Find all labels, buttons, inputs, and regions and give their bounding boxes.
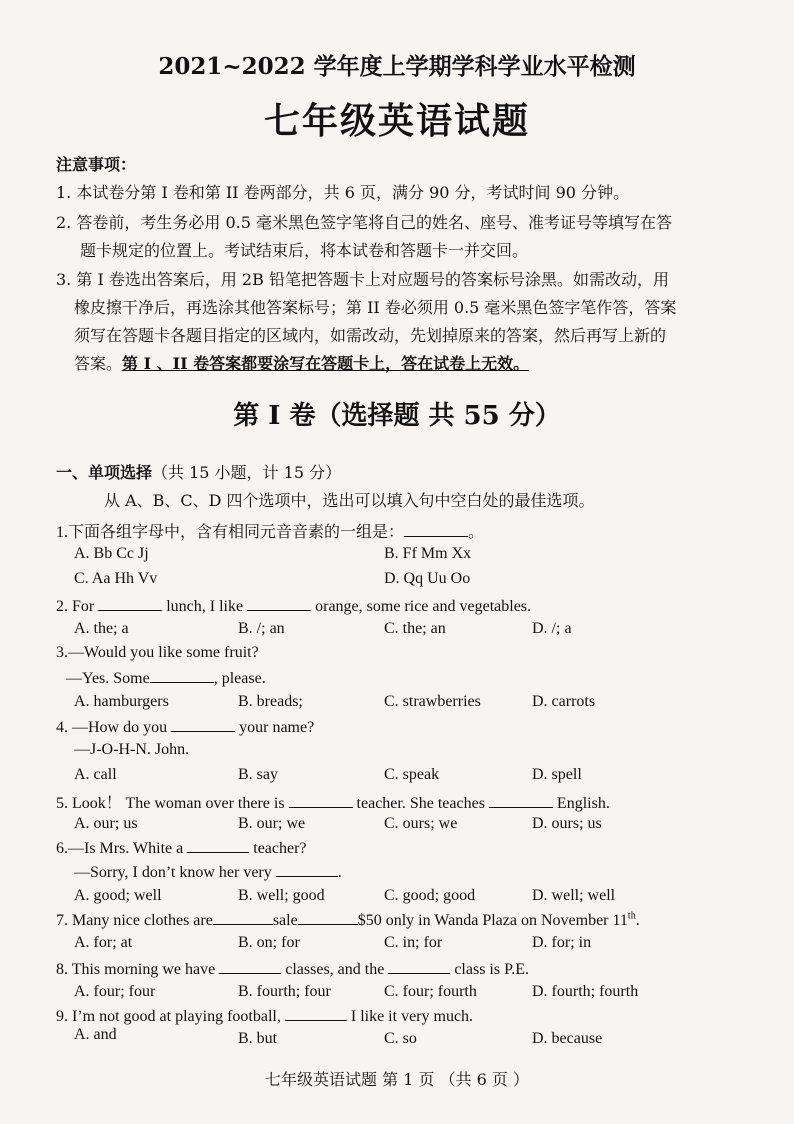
answer-blank [388, 959, 450, 974]
notice-item-2-line-2: 题卡规定的位置上。考试结束后，将本试卷和答题卡一并交回。 [80, 241, 529, 260]
question-response [66, 668, 266, 688]
answer-blank [219, 959, 281, 974]
answer-blank [276, 862, 338, 877]
question-text: 4. —How do you [56, 719, 168, 736]
answer-blank [98, 596, 162, 611]
answer-blank [289, 793, 353, 808]
option-c: C. in; for [384, 934, 443, 951]
option-b: B. /; an [238, 620, 285, 637]
answer-blank [298, 910, 358, 925]
option-b: B. but [238, 1030, 278, 1047]
answer-blank [285, 1006, 347, 1021]
question-text: class is P.E. [454, 961, 529, 978]
answer-blank [187, 838, 249, 853]
question-stem: 3.—Would you like some fruit? [56, 644, 259, 661]
question-text: 。 [468, 524, 485, 541]
question-text: classes, and the [285, 961, 385, 978]
question-stem [56, 910, 640, 930]
option-a: A. four; four [74, 983, 156, 1000]
question-text: 9. I’m not good at playing football, [56, 1008, 281, 1025]
question-text: teacher. She teaches [356, 795, 485, 812]
page-footer: 七年级英语试题 第 1 页 （共 6 页 ） [265, 1070, 529, 1089]
notice-item-3-line-4 [74, 351, 529, 374]
question-text: . [635, 912, 640, 929]
part-title: 第 I 卷（选择题 共 55 分） [233, 401, 561, 431]
section-meta: （共 15 小题，计 15 分） [152, 463, 342, 482]
question-text: $50 only in Wanda Plaza on November 11 [357, 912, 628, 929]
question-text: orange, some rice and vegetables. [315, 598, 532, 615]
option-d: D. fourth; fourth [532, 983, 639, 1000]
question-response [74, 862, 342, 882]
option-a: A. Bb Cc Jj [74, 545, 149, 562]
question-text: 8. This morning we have [56, 961, 216, 978]
option-c: C. ours; we [384, 815, 458, 832]
ordinal-suffix: th [627, 910, 636, 922]
option-a: A. the; a [74, 620, 129, 637]
question-stem [56, 790, 610, 813]
question-text: 5. Look！ The woman over there is [56, 795, 285, 812]
option-d: D. well; well [532, 887, 616, 904]
option-d: D. /; a [532, 620, 572, 637]
answer-blank [489, 793, 553, 808]
question-text: 6.—Is Mrs. White a [56, 840, 184, 857]
option-d: D. carrots [532, 693, 596, 710]
question-text: 1.下面各组字母中，含有相同元音音素的一组是： [56, 524, 405, 541]
option-b: B. our; we [238, 815, 306, 832]
question-stem [56, 519, 484, 542]
notice-warning: 第 I 、II 卷答案都要涂写在答题卡上，答在试卷上无效。 [122, 354, 530, 373]
question-text: your name? [239, 719, 315, 736]
option-c: C. strawberries [384, 693, 481, 710]
question-stem [56, 838, 307, 858]
option-d: D. spell [532, 766, 582, 783]
option-b: B. on; for [238, 934, 300, 951]
notice-item-3-line-3: 须写在答题卡各题目指定的区域内，如需改动，先划掉原来的答案，然后再写上新的 [74, 326, 667, 345]
subject-title: 七年级英语试题 [263, 100, 530, 142]
option-a: A. and [74, 1026, 117, 1043]
option-c: C. good; good [384, 887, 476, 904]
option-c: C. Aa Hh Vv [74, 570, 158, 587]
option-c: C. speak [384, 766, 440, 783]
answer-blank [150, 668, 214, 683]
section-title: 一、单项选择 [56, 463, 153, 482]
option-b: B. breads; [238, 693, 303, 710]
question-text: sale [272, 912, 298, 929]
answer-blank [404, 522, 468, 537]
notice-item-3-line-2: 橡皮擦干净后，再选涂其他答案标号；第 II 卷必须用 0.5 毫米黑色签字笔作答，答案 [74, 298, 677, 317]
option-d: D. for; in [532, 934, 592, 951]
question-text: . [337, 864, 342, 881]
option-a: A. hamburgers [74, 693, 169, 710]
option-c: C. the; an [384, 620, 446, 637]
option-b: B. fourth; four [238, 983, 331, 1000]
option-b: B. Ff Mm Xx [384, 545, 472, 562]
option-a: A. good; well [74, 887, 162, 904]
notice-heading: 注意事项： [56, 155, 137, 174]
question-text: I like it very much. [350, 1008, 474, 1025]
question-text: —Yes. Some [66, 670, 150, 687]
question-text: 2. For [56, 598, 95, 615]
exam-title: 2021~2022 学年度上学期学科学业水平检测 [158, 53, 636, 80]
answer-blank [213, 910, 273, 925]
question-stem [56, 959, 529, 979]
notice-item-1: 1. 本试卷分第 I 卷和第 II 卷两部分，共 6 页，满分 90 分，考试时间 90 分钟。 [56, 183, 630, 202]
option-b: B. say [238, 766, 278, 783]
option-c: C. so [384, 1030, 417, 1047]
question-response: —J-O-H-N. John. [74, 741, 190, 758]
option-d: D. Qq Uu Oo [384, 570, 471, 587]
option-a: A. our; us [74, 815, 138, 832]
option-a: A. call [74, 766, 117, 783]
answer-blank [171, 717, 235, 732]
question-stem [56, 1006, 473, 1026]
question-text: 7. Many nice clothes are [56, 912, 213, 929]
question-stem [56, 596, 531, 616]
option-d: D. because [532, 1030, 603, 1047]
option-d: D. ours; us [532, 815, 602, 832]
question-text: lunch, I like [166, 598, 244, 615]
question-text: English. [556, 795, 610, 812]
answer-blank [247, 596, 311, 611]
section-instruction: 从 A、B、C、D 四个选项中，选出可以填入句中空白处的最佳选项。 [104, 491, 595, 510]
question-stem [56, 717, 314, 737]
question-text: —Sorry, I don’t know her very [74, 864, 272, 881]
notice-item-3-line-1: 3. 第 I 卷选出答案后，用 2B 铅笔把答题卡上对应题号的答案标号涂黑。如需改动，用 [56, 270, 669, 289]
notice-item-2-line-1: 2. 答卷前，考生务必用 0.5 毫米黑色签字笔将自己的姓名、座号、准考证号等填写在答 [56, 213, 672, 232]
question-text: teacher? [253, 840, 307, 857]
notice-item-3-plain: 答案。 [74, 354, 123, 373]
option-a: A. for; at [74, 934, 133, 951]
section-heading [56, 460, 341, 483]
option-b: B. well; good [238, 887, 325, 904]
option-c: C. four; fourth [384, 983, 477, 1000]
question-text: , please. [213, 670, 266, 687]
